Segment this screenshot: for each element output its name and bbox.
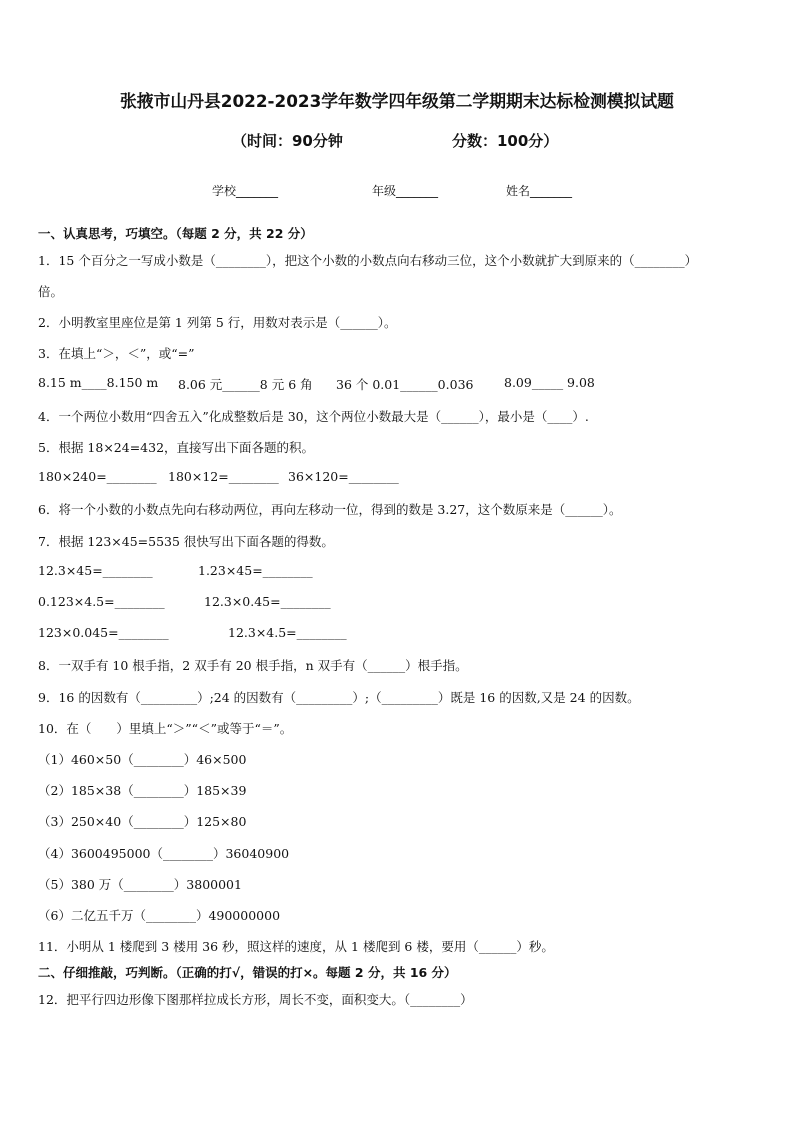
question-3-stem: 3．在填上“＞，＜”，或“=” (38, 346, 195, 361)
section-heading-1: 一、认真思考，巧填空。（每题 2 分，共 22 分） (38, 226, 313, 241)
question-10-item: （4）3600495000（________）36040900 (38, 846, 290, 861)
question-1-line-2: 倍。 (38, 284, 64, 299)
question-7-r3a: 123×0.045=________ (38, 625, 169, 640)
grade-field: 年级_______ (372, 184, 439, 198)
question-3-item-a: 8.15 m____8.150 m (38, 375, 159, 390)
question-5-item-c: 36×120=________ (288, 469, 399, 484)
question-7-r2b: 12.3×0.45=________ (204, 594, 331, 609)
exam-score: 分数：100分） (452, 132, 559, 150)
question-7-r1b: 1.23×45=________ (198, 563, 313, 578)
question-10-item: （1）460×50（________）46×500 (38, 752, 247, 767)
question-10-item: （2）185×38（________）185×39 (38, 783, 247, 798)
question-1-line-1: 1．15 个百分之一写成小数是（________），把这个小数的小数点向右移动三位，这个小数就扩大到原来的（________） (38, 253, 698, 268)
question-10-stem: 10．在（ ）里填上“＞”“＜”或等于“＝”。 (38, 721, 293, 736)
question-7-r3b: 12.3×4.5=________ (228, 625, 347, 640)
question-7-stem: 7．根据 123×45=5535 很快写出下面各题的得数。 (38, 534, 334, 549)
question-2: 2．小明教室里座位是第 1 列第 5 行，用数对表示是（______）。 (38, 315, 397, 330)
question-10-item: （3）250×40（________）125×80 (38, 814, 247, 829)
question-5-stem: 5．根据 18×24=432，直接写出下面各题的积。 (38, 440, 315, 455)
question-3-item-d: 8.09_____ 9.08 (504, 375, 595, 390)
question-10-item: （6）二亿五千万（________）490000000 (38, 908, 281, 923)
question-5-item-b: 180×12=________ (168, 469, 279, 484)
question-3-item-b: 8.06 元______8 元 6 角 (178, 377, 313, 392)
question-5-item-a: 180×240=________ (38, 469, 157, 484)
name-field: 姓名_______ (506, 184, 573, 198)
question-11: 11．小明从 1 楼爬到 3 楼用 36 秒，照这样的速度，从 1 楼爬到 6 楼，要用（______）秒。 (38, 939, 554, 954)
page-title: 张掖市山丹县2022-2023学年数学四年级第二学期期末达标检测模拟试题 (120, 91, 674, 111)
question-9: 9．16 的因数有（_________）;24 的因数有（_________）;（_________）既是 16 的因数,又是 24 的因数。 (38, 690, 640, 705)
school-field: 学校_______ (212, 184, 279, 198)
question-10-item: （5）380 万（________）3800001 (38, 877, 242, 892)
section-heading-2: 二、仔细推敲，巧判断。（正确的打√，错误的打×。每题 2 分，共 16 分） (38, 965, 457, 980)
question-8: 8．一双手有 10 根手指，2 双手有 20 根手指，n 双手有（______）根手指。 (38, 658, 468, 673)
exam-time: （时间：90分钟 (232, 132, 343, 150)
question-7-r2a: 0.123×4.5=________ (38, 594, 165, 609)
question-7-r1a: 12.3×45=________ (38, 563, 153, 578)
question-4: 4．一个两位小数用“四舍五入”化成整数后是 30，这个两位小数最大是（______），最小是（____）. (38, 409, 589, 424)
question-12: 12．把平行四边形像下图那样拉成长方形，周长不变，面积变大。（________） (38, 992, 473, 1007)
question-3-item-c: 36 个 0.01______0.036 (336, 377, 474, 392)
question-6: 6．将一个小数的小数点先向右移动两位，再向左移动一位，得到的数是 3.27，这个数原来是（______）。 (38, 502, 622, 517)
